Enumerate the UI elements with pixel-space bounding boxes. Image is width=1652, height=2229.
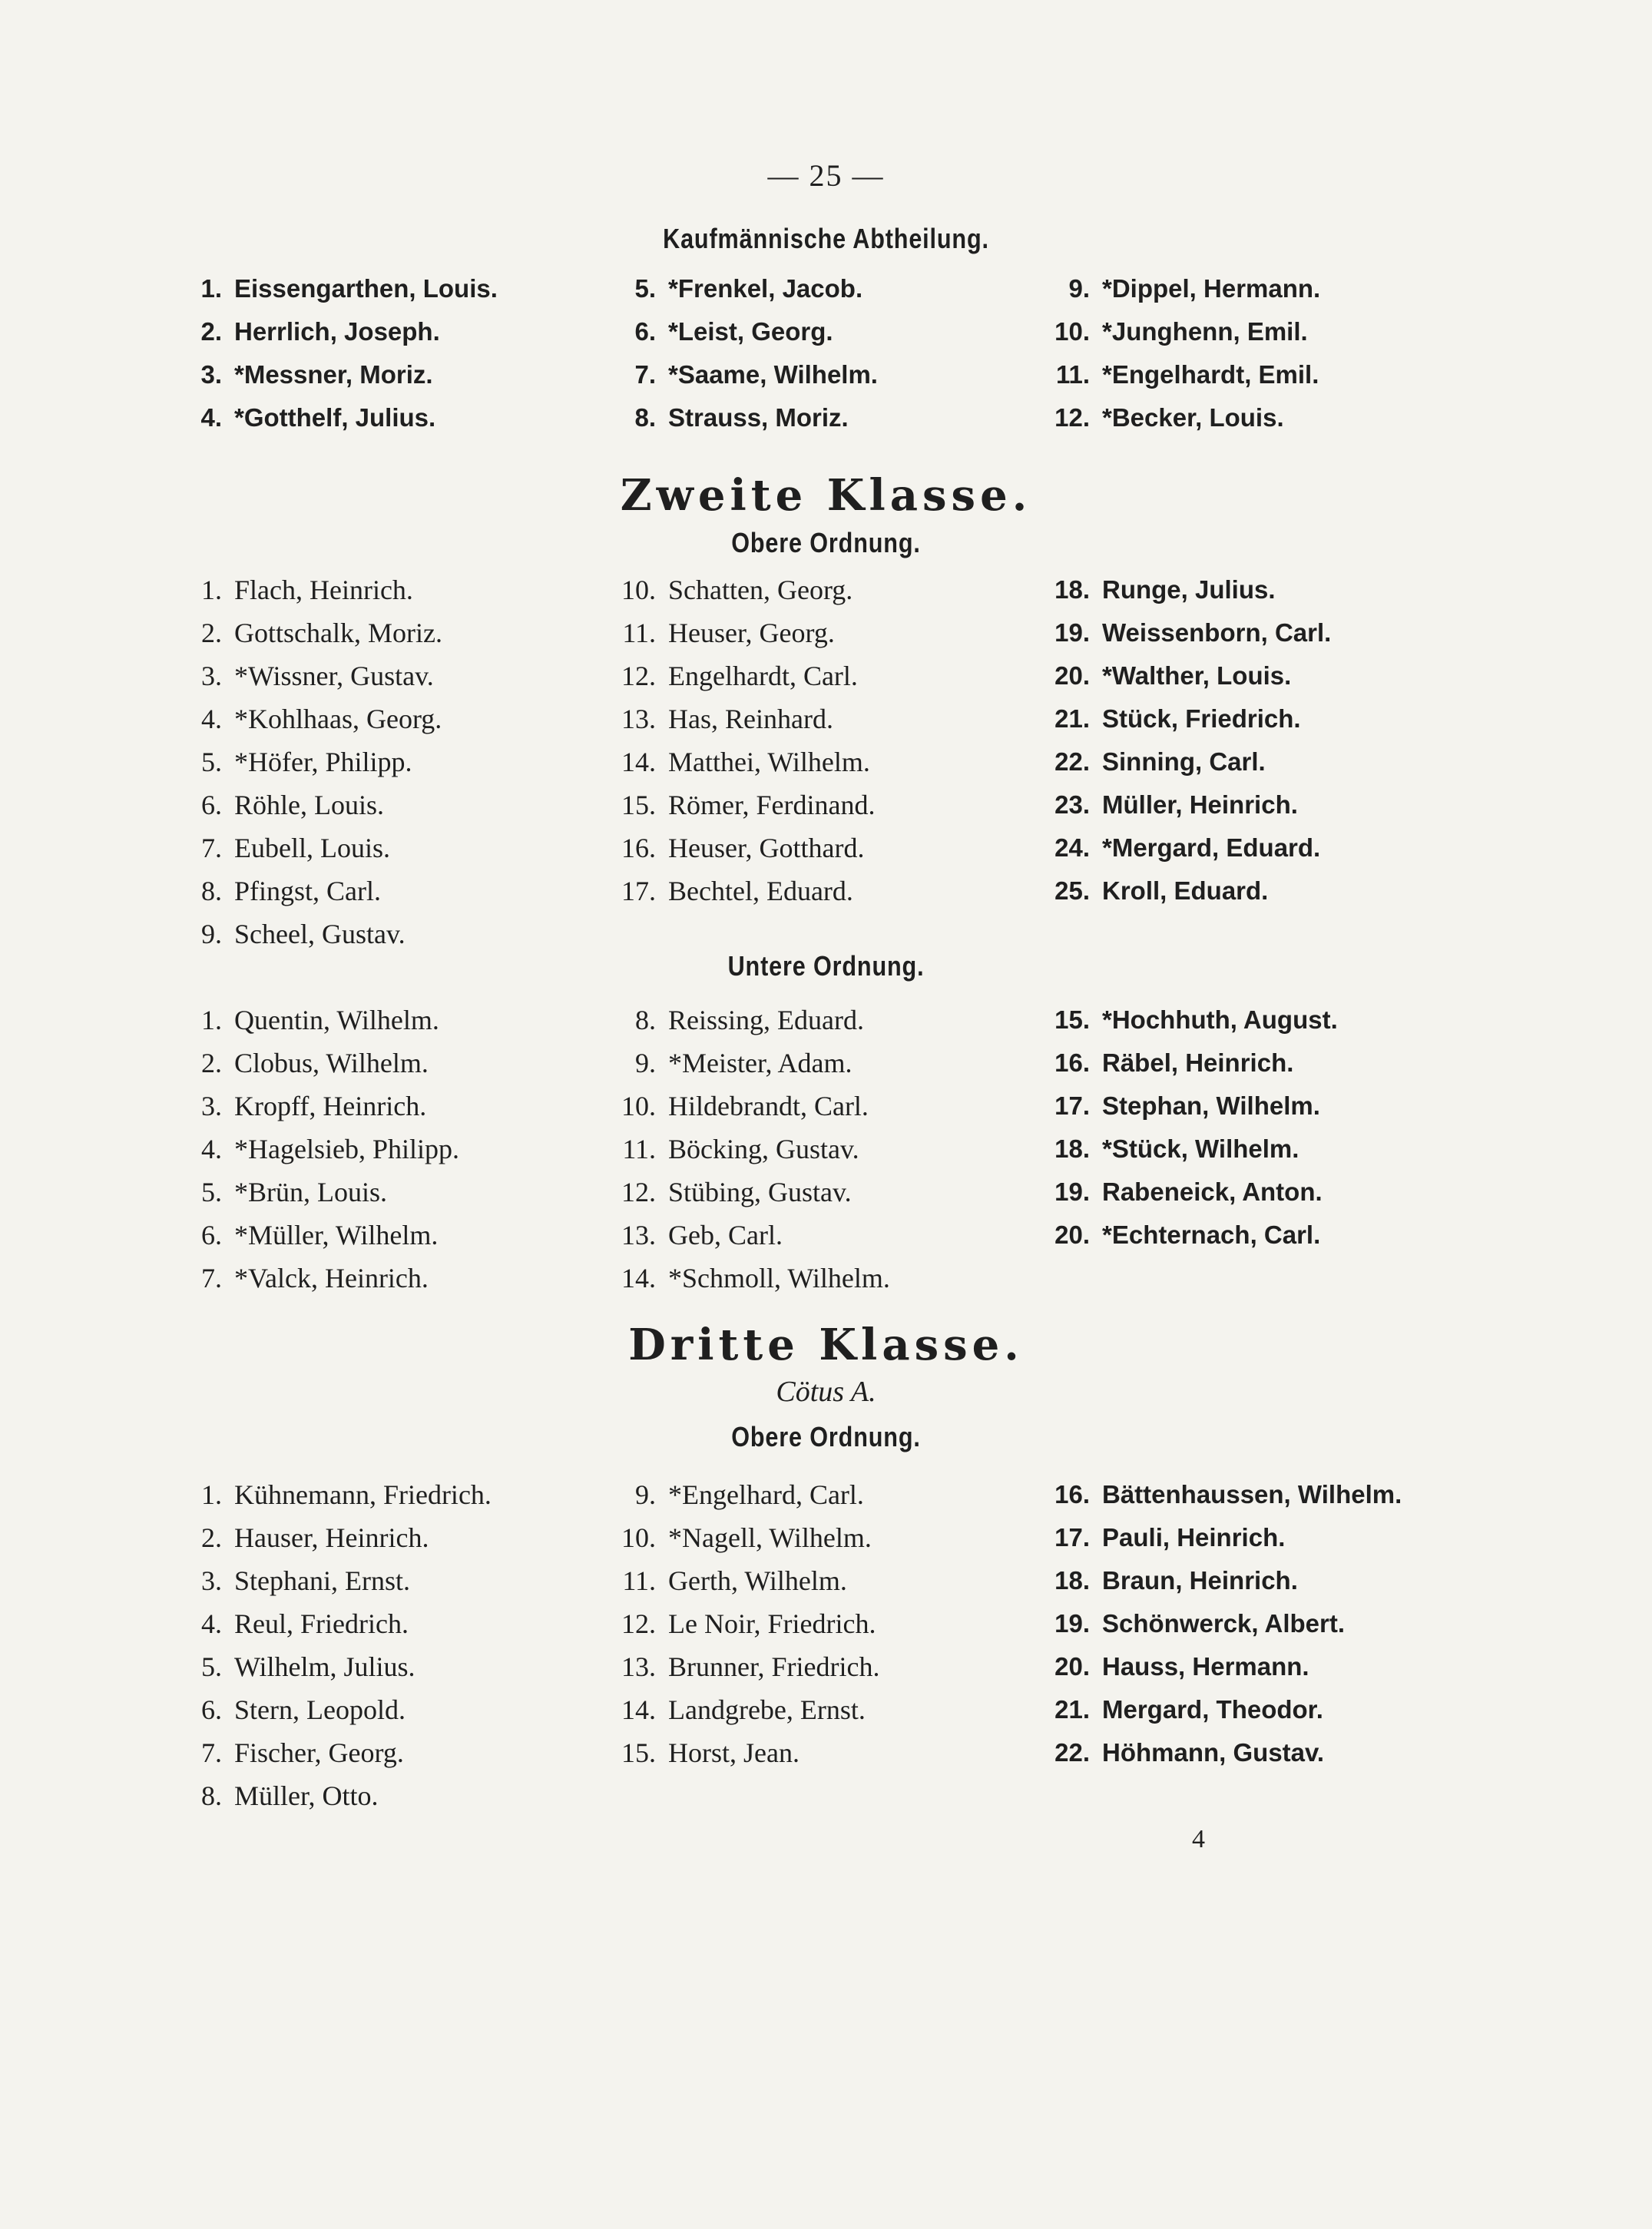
entry-number: 5.	[634, 274, 656, 303]
entry-number: 14.	[621, 747, 656, 777]
list-item	[1041, 353, 1320, 396]
entry-name: Müller, Heinrich.	[1102, 790, 1298, 819]
list-item	[173, 267, 498, 310]
entry-number: 14.	[621, 1263, 656, 1293]
entry-number: 20.	[1054, 661, 1090, 690]
entry-name: Brunner, Friedrich.	[668, 1651, 880, 1682]
entry-name: Fischer, Georg.	[234, 1737, 404, 1768]
entry-name: Wilhelm, Julius.	[234, 1651, 415, 1682]
entry-number: 24.	[1054, 833, 1090, 862]
entry-name: *Engelhardt, Emil.	[1102, 360, 1319, 389]
entry-name: *Echternach, Carl.	[1102, 1220, 1321, 1249]
entry-name: Geb, Carl.	[668, 1220, 783, 1250]
entry-name: Müller, Otto.	[234, 1780, 379, 1811]
list-dritte-obere-col3	[1041, 1473, 1402, 1774]
list-item	[1041, 783, 1331, 826]
list-item	[173, 1085, 459, 1128]
list-item	[607, 869, 876, 912]
entry-number: 5.	[201, 1177, 222, 1207]
list-kaufm-col3	[1041, 267, 1320, 439]
entry-number: 15.	[1054, 1005, 1090, 1034]
list-item	[1041, 1602, 1402, 1645]
entry-name: Höhmann, Gustav.	[1102, 1738, 1325, 1767]
entry-name: Hauss, Hermann.	[1102, 1652, 1309, 1681]
entry-name: *Engelhard, Carl.	[668, 1479, 864, 1510]
entry-name: *Walther, Louis.	[1102, 661, 1292, 690]
entry-name: *Saame, Wilhelm.	[668, 360, 878, 389]
list-kaufm-col2	[607, 267, 878, 439]
list-zweite-untere-col2	[607, 999, 890, 1300]
entry-number: 10.	[621, 1091, 656, 1121]
entry-name: Stübing, Gustav.	[668, 1177, 852, 1207]
list-item	[607, 1128, 890, 1171]
entry-number: 9.	[1068, 274, 1090, 303]
entry-number: 17.	[621, 876, 656, 906]
entry-number: 2.	[200, 317, 222, 346]
entry-name: Pfingst, Carl.	[234, 876, 382, 906]
entry-number: 16.	[1054, 1048, 1090, 1077]
entry-number: 10.	[1054, 317, 1090, 346]
entry-number: 12.	[1054, 403, 1090, 432]
list-item	[173, 654, 442, 697]
heading-zweite-untere: Untere Ordnung.	[727, 950, 925, 982]
entry-number: 20.	[1054, 1652, 1090, 1681]
entry-name: Eissengarthen, Louis.	[234, 274, 498, 303]
entry-number: 18.	[1054, 575, 1090, 604]
entry-name: *Stück, Wilhelm.	[1102, 1134, 1299, 1163]
list-item	[607, 1214, 890, 1257]
entry-number: 4.	[201, 1608, 222, 1639]
entry-name: Heuser, Georg.	[668, 618, 835, 648]
list-item	[173, 1731, 492, 1774]
list-zweite-obere-col1	[173, 568, 442, 956]
entry-name: Hildebrandt, Carl.	[668, 1091, 869, 1121]
entry-name: *Mergard, Eduard.	[1102, 833, 1321, 862]
list-item	[1041, 1731, 1402, 1774]
list-item	[1041, 740, 1331, 783]
entry-number: 18.	[1054, 1566, 1090, 1595]
list-item	[1041, 1214, 1338, 1257]
list-item	[1041, 1042, 1338, 1085]
entry-name: Reissing, Eduard.	[668, 1005, 864, 1035]
list-item	[607, 783, 876, 826]
entry-number: 13.	[621, 704, 656, 734]
heading-dritte-obere: Obere Ordnung.	[731, 1421, 921, 1452]
list-item	[173, 783, 442, 826]
entry-name: Räbel, Heinrich.	[1102, 1048, 1294, 1077]
list-item	[1041, 1171, 1338, 1214]
list-item	[1041, 999, 1338, 1042]
entry-name: Röhle, Louis.	[234, 790, 384, 820]
entry-name: Gerth, Wilhelm.	[668, 1565, 847, 1596]
entry-number: 15.	[621, 1737, 656, 1768]
list-item	[1041, 1085, 1338, 1128]
entry-number: 4.	[200, 403, 222, 432]
list-item	[607, 999, 890, 1042]
entry-name: Scheel, Gustav.	[234, 919, 406, 949]
entry-name: *Wissner, Gustav.	[234, 661, 434, 691]
entry-name: *Müller, Wilhelm.	[234, 1220, 439, 1250]
entry-number: 3.	[201, 1091, 222, 1121]
entry-name: *Höfer, Philipp.	[234, 747, 412, 777]
entry-name: *Leist, Georg.	[668, 317, 833, 346]
list-item	[607, 1473, 879, 1516]
list-item	[1041, 1473, 1402, 1516]
list-item	[607, 310, 878, 353]
entry-name: Schönwerck, Albert.	[1102, 1609, 1346, 1638]
list-item	[607, 1042, 890, 1085]
list-item	[607, 654, 876, 697]
list-item	[173, 826, 442, 869]
entry-number: 6.	[634, 317, 656, 346]
list-item	[173, 912, 442, 956]
entry-number: 8.	[201, 1780, 222, 1811]
entry-name: Pauli, Heinrich.	[1102, 1523, 1286, 1552]
entry-name: *Kohlhaas, Georg.	[234, 704, 442, 734]
entry-name: Kropff, Heinrich.	[234, 1091, 427, 1121]
list-item	[1041, 654, 1331, 697]
entry-number: 8.	[201, 876, 222, 906]
entry-number: 21.	[1054, 1695, 1090, 1724]
entry-name: Böcking, Gustav.	[668, 1134, 859, 1164]
entry-number: 14.	[621, 1694, 656, 1725]
entry-name: Eubell, Louis.	[234, 833, 390, 863]
entry-name: Stephan, Wilhelm.	[1102, 1091, 1320, 1120]
entry-number: 7.	[201, 1263, 222, 1293]
list-item	[173, 1128, 459, 1171]
entry-name: *Dippel, Hermann.	[1102, 274, 1321, 303]
list-item	[1041, 826, 1331, 869]
entry-name: Flach, Heinrich.	[234, 575, 413, 605]
entry-name: Stephani, Ernst.	[234, 1565, 410, 1596]
signature-mark: 4	[1192, 1825, 1205, 1853]
entry-number: 9.	[635, 1048, 656, 1078]
entry-number: 4.	[201, 1134, 222, 1164]
entry-number: 13.	[621, 1220, 656, 1250]
entry-number: 20.	[1054, 1220, 1090, 1249]
entry-number: 19.	[1054, 1177, 1090, 1206]
entry-number: 7.	[201, 833, 222, 863]
list-item	[607, 697, 876, 740]
list-item	[607, 396, 878, 439]
list-item	[607, 1645, 879, 1688]
entry-number: 6.	[201, 1694, 222, 1725]
entry-name: Le Noir, Friedrich.	[668, 1608, 876, 1639]
entry-name: Bechtel, Eduard.	[668, 876, 853, 906]
entry-number: 5.	[201, 1651, 222, 1682]
list-item	[1041, 697, 1331, 740]
entry-name: Römer, Ferdinand.	[668, 790, 876, 820]
entry-number: 17.	[1054, 1523, 1090, 1552]
entry-number: 8.	[635, 1005, 656, 1035]
list-item	[1041, 396, 1320, 439]
list-item	[173, 697, 442, 740]
list-item	[1041, 267, 1320, 310]
entry-name: Herrlich, Joseph.	[234, 317, 440, 346]
entry-name: *Valck, Heinrich.	[234, 1263, 429, 1293]
page-number: — 25 —	[767, 158, 885, 193]
entry-number: 10.	[621, 1522, 656, 1553]
list-item	[1041, 1645, 1402, 1688]
entry-name: Weissenborn, Carl.	[1102, 618, 1332, 647]
entry-number: 3.	[201, 1565, 222, 1596]
entry-name: Strauss, Moriz.	[668, 403, 849, 432]
list-item	[173, 568, 442, 611]
entry-number: 18.	[1054, 1134, 1090, 1163]
entry-name: Schatten, Georg.	[668, 575, 853, 605]
entry-number: 22.	[1054, 1738, 1090, 1767]
list-item	[1041, 310, 1320, 353]
list-dritte-obere-col2	[607, 1473, 879, 1774]
entry-name: Hauser, Heinrich.	[234, 1522, 429, 1553]
entry-name: Heuser, Gotthard.	[668, 833, 865, 863]
entry-name: Sinning, Carl.	[1102, 747, 1266, 776]
list-item	[173, 1602, 492, 1645]
list-item	[1041, 611, 1331, 654]
list-item	[1041, 568, 1331, 611]
list-zweite-untere-col3	[1041, 999, 1338, 1257]
entry-number: 25.	[1054, 876, 1090, 905]
entry-name: Braun, Heinrich.	[1102, 1566, 1298, 1595]
entry-name: *Meister, Adam.	[668, 1048, 852, 1078]
list-item	[1041, 1559, 1402, 1602]
list-item	[607, 611, 876, 654]
entry-number: 1.	[201, 1005, 222, 1035]
list-item	[173, 1214, 459, 1257]
list-item	[607, 740, 876, 783]
list-item	[607, 1688, 879, 1731]
entry-number: 12.	[621, 661, 656, 691]
entry-number: 19.	[1054, 618, 1090, 647]
entry-number: 19.	[1054, 1609, 1090, 1638]
entry-number: 11.	[622, 1134, 656, 1164]
entry-name: Engelhardt, Carl.	[668, 661, 858, 691]
entry-name: Has, Reinhard.	[668, 704, 833, 734]
entry-name: Stück, Friedrich.	[1102, 704, 1301, 733]
entry-number: 9.	[201, 919, 222, 949]
list-zweite-obere-col3	[1041, 568, 1331, 912]
entry-number: 12.	[621, 1177, 656, 1207]
list-item	[607, 1559, 879, 1602]
list-item	[173, 1171, 459, 1214]
entry-number: 11.	[622, 618, 656, 648]
list-item	[607, 826, 876, 869]
entry-number: 5.	[201, 747, 222, 777]
entry-name: Mergard, Theodor.	[1102, 1695, 1323, 1724]
list-item	[1041, 1128, 1338, 1171]
list-kaufm-col1	[173, 267, 498, 439]
entry-number: 9.	[635, 1479, 656, 1510]
entry-name: *Nagell, Wilhelm.	[668, 1522, 872, 1553]
entry-name: Quentin, Wilhelm.	[234, 1005, 439, 1035]
entry-number: 8.	[634, 403, 656, 432]
list-item	[173, 1774, 492, 1817]
list-item	[1041, 1516, 1402, 1559]
entry-name: *Becker, Louis.	[1102, 403, 1284, 432]
list-item	[607, 1602, 879, 1645]
entry-name: Matthei, Wilhelm.	[668, 747, 870, 777]
entry-name: Landgrebe, Ernst.	[668, 1694, 866, 1725]
list-item	[1041, 1688, 1402, 1731]
entry-number: 7.	[201, 1737, 222, 1768]
list-zweite-obere-col2	[607, 568, 876, 912]
entry-number: 2.	[201, 1048, 222, 1078]
entry-number: 16.	[1054, 1480, 1090, 1509]
entry-number: 6.	[201, 790, 222, 820]
entry-number: 4.	[201, 704, 222, 734]
list-item	[173, 310, 498, 353]
list-item	[173, 396, 498, 439]
entry-name: Gottschalk, Moriz.	[234, 618, 442, 648]
entry-name: Horst, Jean.	[668, 1737, 800, 1768]
entry-name: Kroll, Eduard.	[1102, 876, 1269, 905]
class-title-zweite: Zweite Klasse.	[620, 470, 1032, 521]
list-item	[173, 869, 442, 912]
entry-number: 17.	[1054, 1091, 1090, 1120]
list-item	[607, 267, 878, 310]
entry-name: Bättenhaussen, Wilhelm.	[1102, 1480, 1402, 1509]
entry-name: *Frenkel, Jacob.	[668, 274, 863, 303]
entry-name: Rabeneick, Anton.	[1102, 1177, 1323, 1206]
list-dritte-obere-col1	[173, 1473, 492, 1817]
entry-number: 3.	[200, 360, 222, 389]
entry-name: *Gotthelf, Julius.	[234, 403, 436, 432]
section-heading-kaufmaennische: Kaufmännische Abtheilung.	[663, 223, 989, 254]
entry-name: *Hochhuth, August.	[1102, 1005, 1338, 1034]
list-item	[607, 1516, 879, 1559]
list-item	[173, 1516, 492, 1559]
list-item	[173, 1257, 459, 1300]
entry-number: 1.	[200, 274, 222, 303]
entry-number: 23.	[1054, 790, 1090, 819]
list-item	[607, 1171, 890, 1214]
entry-number: 11.	[622, 1565, 656, 1596]
entry-number: 13.	[621, 1651, 656, 1682]
list-item	[607, 1257, 890, 1300]
entry-number: 1.	[201, 575, 222, 605]
entry-number: 10.	[621, 575, 656, 605]
list-item	[173, 1042, 459, 1085]
entry-name: *Hagelsieb, Philipp.	[234, 1134, 459, 1164]
class-title-dritte: Dritte Klasse.	[628, 1320, 1024, 1370]
list-item	[1041, 869, 1331, 912]
list-item	[173, 740, 442, 783]
list-item	[173, 1473, 492, 1516]
entry-number: 16.	[621, 833, 656, 863]
list-item	[173, 611, 442, 654]
entry-number: 15.	[621, 790, 656, 820]
entry-number: 6.	[201, 1220, 222, 1250]
heading-zweite-obere: Obere Ordnung.	[731, 527, 921, 558]
list-item	[173, 353, 498, 396]
coetus-label: Cötus A.	[776, 1376, 876, 1408]
entry-name: Stern, Leopold.	[234, 1694, 406, 1725]
entry-number: 12.	[621, 1608, 656, 1639]
entry-name: *Messner, Moriz.	[234, 360, 433, 389]
list-item	[173, 1645, 492, 1688]
list-item	[173, 999, 459, 1042]
entry-number: 21.	[1054, 704, 1090, 733]
entry-name: Clobus, Wilhelm.	[234, 1048, 429, 1078]
list-item	[607, 1731, 879, 1774]
list-item	[173, 1688, 492, 1731]
entry-number: 22.	[1054, 747, 1090, 776]
entry-number: 2.	[201, 1522, 222, 1553]
list-item	[607, 1085, 890, 1128]
entry-name: Reul, Friedrich.	[234, 1608, 409, 1639]
entry-name: *Schmoll, Wilhelm.	[668, 1263, 890, 1293]
entry-number: 11.	[1055, 360, 1090, 389]
entry-name: Kühnemann, Friedrich.	[234, 1479, 492, 1510]
entry-name: Runge, Julius.	[1102, 575, 1276, 604]
entry-name: *Brün, Louis.	[234, 1177, 388, 1207]
list-item	[607, 568, 876, 611]
list-item	[607, 353, 878, 396]
list-item	[173, 1559, 492, 1602]
entry-name: *Junghenn, Emil.	[1102, 317, 1308, 346]
entry-number: 2.	[201, 618, 222, 648]
entry-number: 7.	[634, 360, 656, 389]
entry-number: 3.	[201, 661, 222, 691]
entry-number: 1.	[201, 1479, 222, 1510]
list-zweite-untere-col1	[173, 999, 459, 1300]
